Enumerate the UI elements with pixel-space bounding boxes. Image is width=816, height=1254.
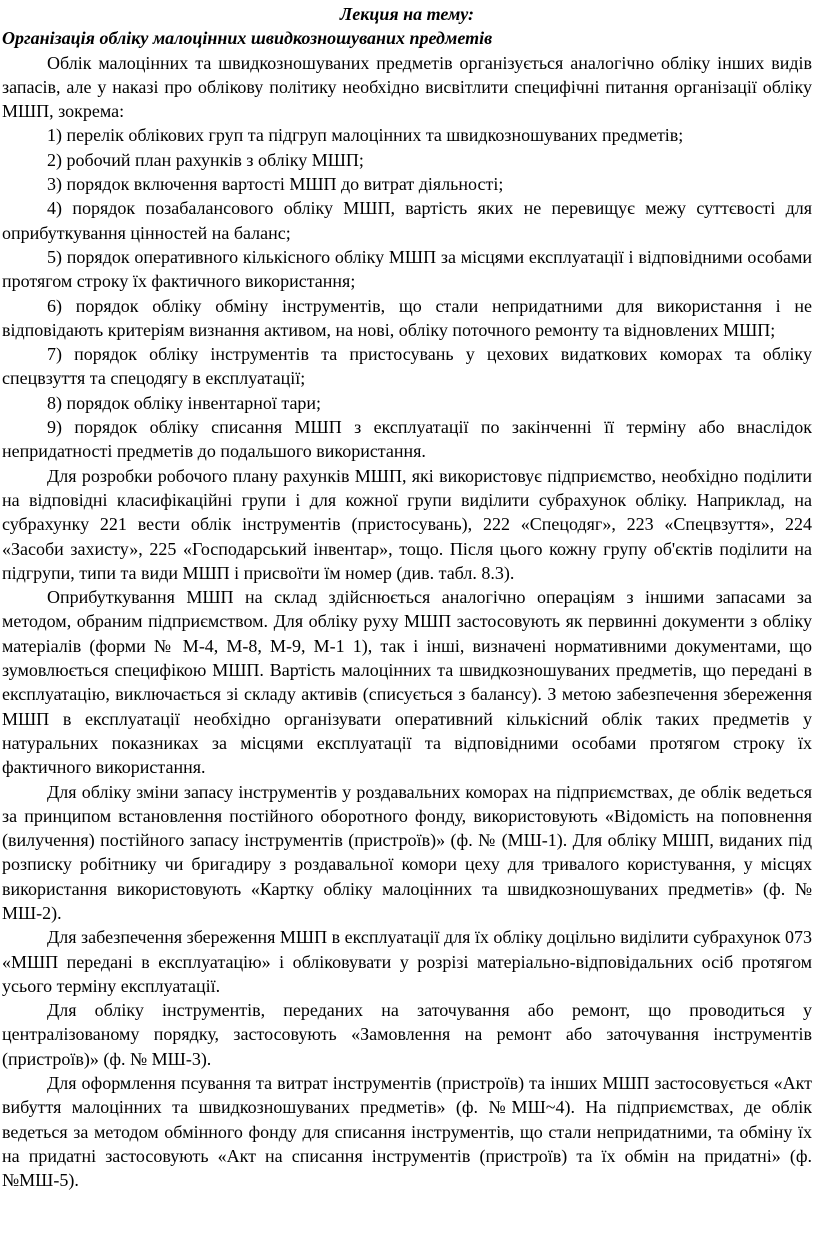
- list-item-3: 3) порядок включення вартості МШП до витрат діяльності;: [47, 174, 504, 195]
- list-item-9: 9) порядок обліку списання МШП з експлуатації по закінченні її терміну або внаслідок непридатності предметів до подальшого використання.: [2, 417, 812, 462]
- list-item-4: 4) порядок позабалансового обліку МШП, вартість яких не перевищує межу суттєвості для оприбуткування цінностей на баланс;: [2, 198, 812, 243]
- lecture-title: Лекция на тему:: [339, 4, 475, 24]
- list-item-5: 5) порядок оперативного кількісного обліку МШП за місцями експлуатації і відповідними особами протягом строку їх фактичного використання;: [2, 246, 812, 292]
- paragraph-chart-of-accounts: Для розробки робочого плану рахунків МШП, які використовує підприємство, необхідно поділити на відповідні класифікаційні групи і для кожної групи виділити субрахунок обліку. Наприклад, на субрахунку 221 вести облік інструментів (пристосувань), 222 «Спецодяг», 223 «Спецвзуття», 224 «Засоби захисту», 225 «Господарський інвентар», тощо. Після цього кожну групу об'єктів поділити на підгрупи, типи та види МШП і присвоїти їм номер (див. табл. 8.3).: [2, 465, 812, 583]
- list-item-8: 8) порядок обліку інвентарної тари;: [47, 392, 322, 413]
- paragraph-write-off: Для оформлення псування та витрат інструментів (пристроїв) та інших МШП застосовується «Акт вибуття малоцінних та швидкозношуваних предметів» (ф. №МШ~4). На підприємствах, де облік ведеться за методом обмінного фонду для списання інструментів, що стали непридатними, та обміну їх на придатні застосовують «Акт на списання інструментів (пристроїв) та їх обмін на придатні» (ф. №МШ-5).: [2, 1073, 812, 1191]
- paragraph-subaccount-073: Для забезпечення збереження МШП в експлуатації для їх обліку доцільно виділити субрахунок 073 «МШП передані в експлуатацію» і обліковувати у розрізі матеріально-відповідальних осіб протягом усього терміну експлуатації.: [2, 927, 812, 996]
- list-item-7: 7) порядок обліку інструментів та пристосувань у цехових видаткових коморах та обліку спецвзуття та спецодягу в експлуатації;: [2, 344, 812, 389]
- list-item-2: 2) робочий план рахунків з обліку МШП;: [47, 149, 364, 170]
- list-item-6: 6) порядок обліку обміну інструментів, що стали непридатними для використання і не відповідають критеріям визнання активом, на нові, обліку поточного ремонту та відновлених МШП;: [2, 295, 812, 340]
- paragraph-receipt: Оприбуткування МШП на склад здійснюється аналогічно операціям з іншими запасами за методом, обраним підприємством. Для обліку руху МШП застосовують як первинні документи з обліку матеріалів (форми № М-4, М-8, М-9, М-1 1), так і інші, визначені нормативними документами, що зумовлюється специфікою МШП. Вартість малоцінних та швидкозношуваних предметів, що передані в експлуатацію, виключається зі складу активів (списується з балансу). З метою забезпечення збереження МШП в експлуатації необхідно організувати оперативний кількісний облік таких предметів у натуральних показниках за місцями експлуатації та відповідними особами протягом строку їх фактичного використання.: [2, 587, 812, 778]
- list-item-1: 1) перелік облікових груп та підгруп малоцінних та швидкозношуваних предметів;: [47, 125, 684, 146]
- lecture-subtitle: Організація обліку малоцінних швидкозношуваних предметів: [2, 28, 493, 49]
- paragraph-tool-stock: Для обліку зміни запасу інструментів у роздавальних коморах на підприємствах, де облік ведеться за принципом встановлення постійного оборотного фонду, використовують «Відомість на поповнення (вилучення) постійного запасу інструментів (пристроїв)» (ф. № (МШ-1). Для обліку МШП, виданих під розписку робітнику чи бригадиру з роздавальної комори цеху для тривалого користування, у місцях використання використовують «Картку обліку малоцінних та швидкозношуваних предметів» (ф. № МШ-2).: [2, 781, 812, 923]
- paragraph-repair: Для обліку інструментів, переданих на заточування або ремонт, що проводиться у централізованому порядку, застосовують «Замовлення на ремонт або заточування інструментів (пристроїв)» (ф. № МШ-3).: [2, 1000, 812, 1069]
- paragraph-intro: Облік малоцінних та швидкозношуваних предметів організується аналогічно обліку інших видів запасів, але у наказі про облікову політику необхідно висвітлити специфічні питання організації обліку МШП, зокрема:: [2, 52, 812, 122]
